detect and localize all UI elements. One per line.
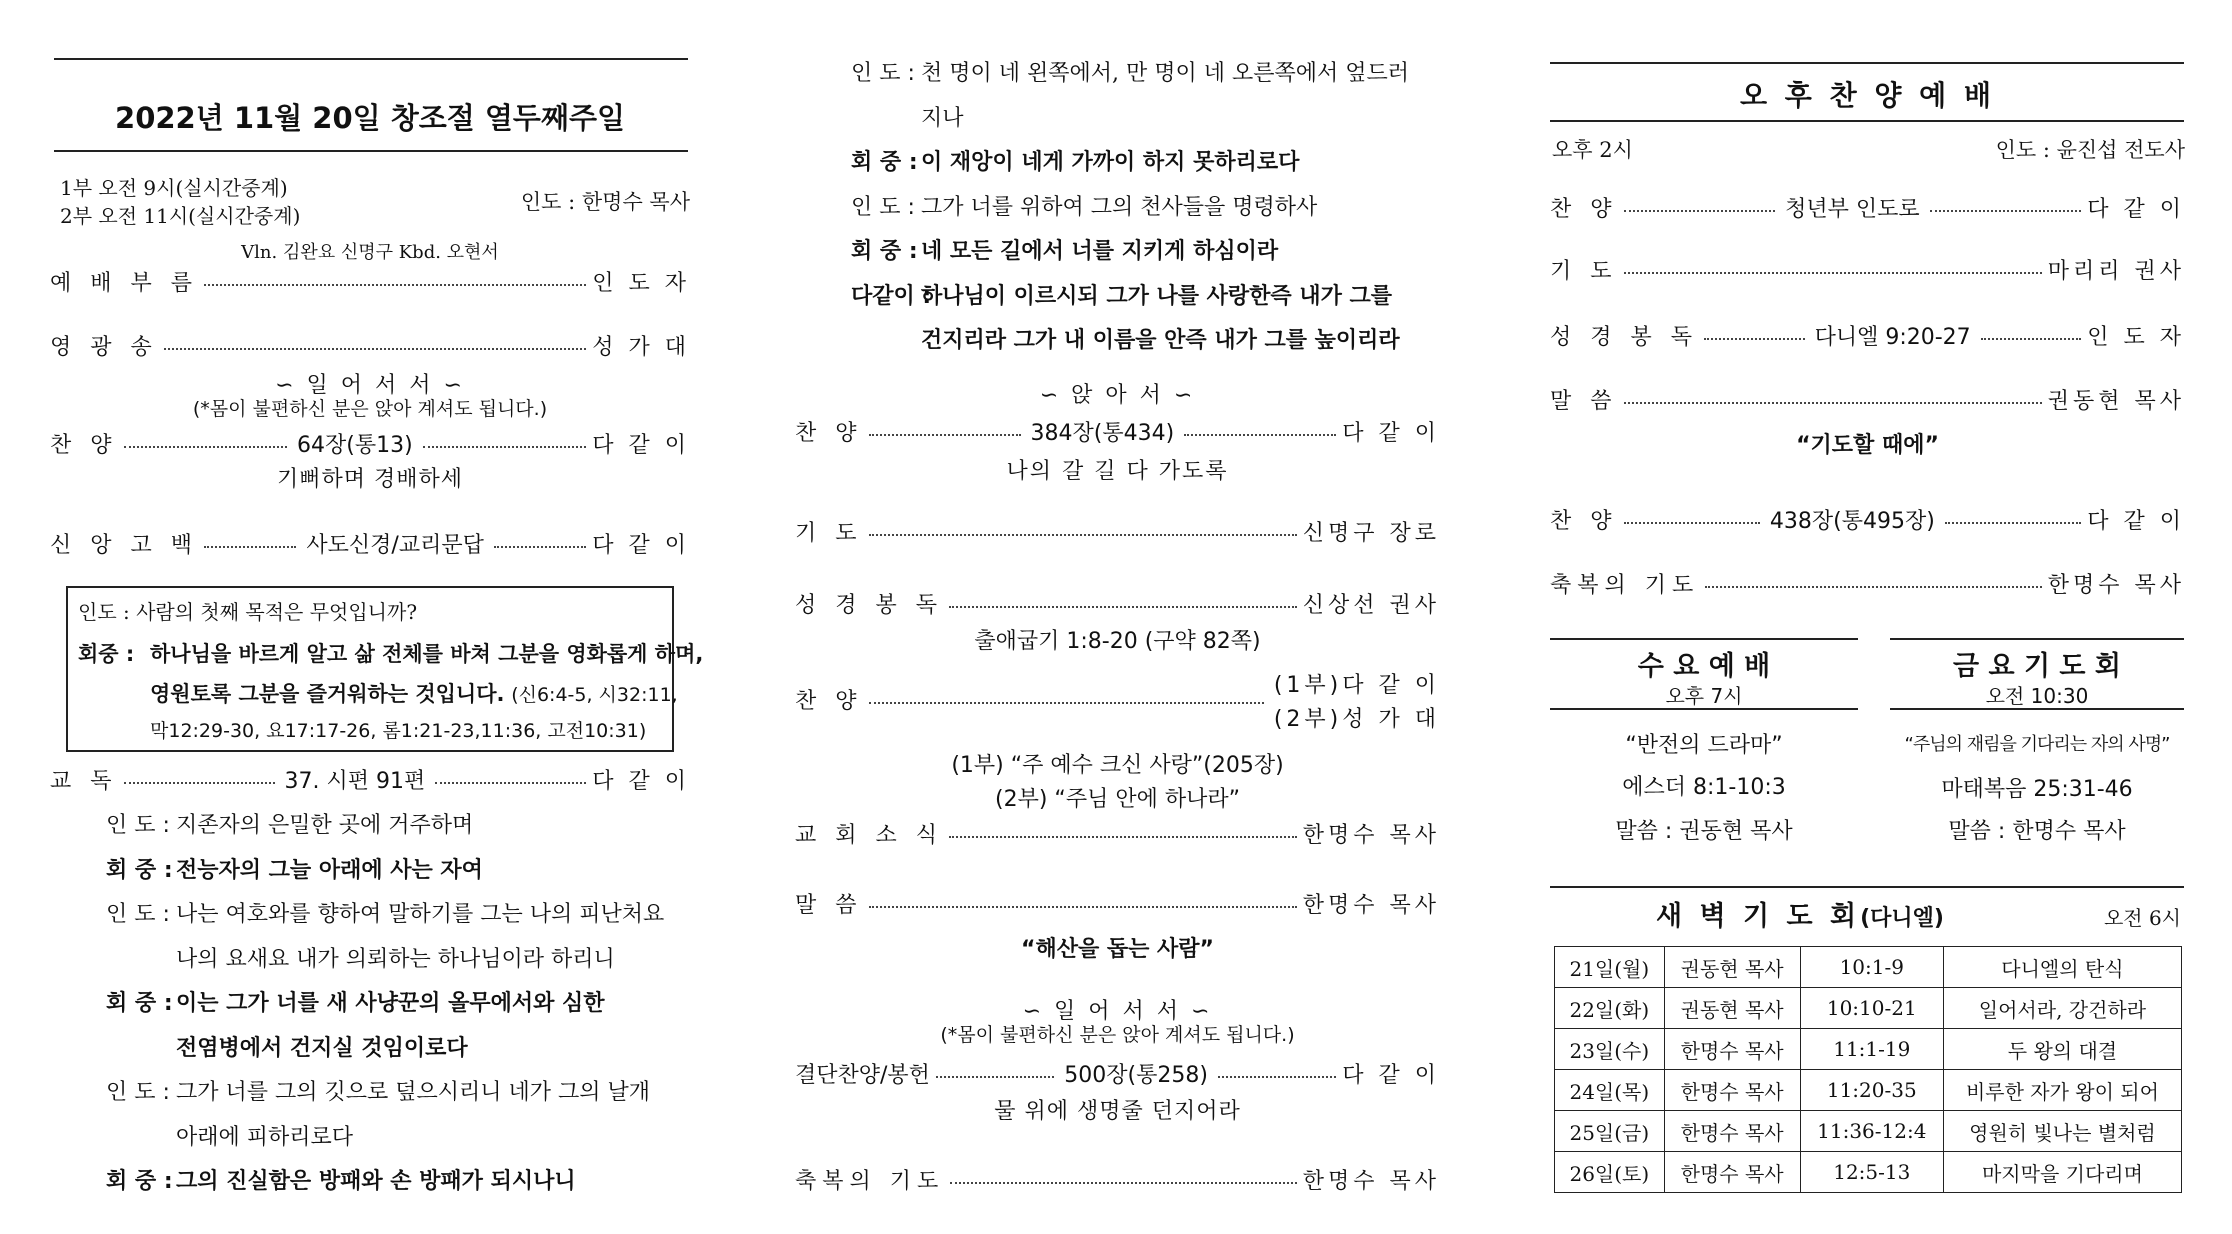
title-rule	[54, 150, 688, 152]
table-row	[1555, 1111, 2182, 1152]
leader-dots	[1704, 338, 1805, 340]
preacher-cell: 한명수 목사	[1664, 1111, 1800, 1152]
item-label: 성 경 봉 독	[795, 592, 943, 618]
afternoon-time: 오후 2시	[1552, 138, 1633, 162]
scripture-passage: 다니엘 9:20-27	[1814, 324, 1971, 350]
leader-dots	[1624, 272, 2042, 274]
top-rule	[54, 58, 688, 60]
item-label: 찬 양	[795, 420, 863, 446]
praise-leader: 청년부 인도로	[1785, 196, 1920, 222]
reading-speaker: 회 중 :	[851, 239, 918, 264]
creed-text: 사도신경/교리문답	[306, 532, 484, 558]
catechism-box	[66, 586, 704, 752]
preacher-cell: 권동현 목사	[1664, 947, 1800, 988]
afternoon-prayer	[1550, 252, 2185, 286]
item-label: 말 씀	[795, 892, 863, 918]
item-label: 신 앙 고 백	[50, 532, 198, 558]
item-person: 마리리 권사	[2047, 258, 2185, 284]
order-sermon	[795, 886, 1440, 920]
reading-line: 하나님이 이르시되 그가 나를 사랑한즉 내가 그를	[921, 283, 1392, 309]
dawn-schedule-table	[1554, 946, 2182, 1193]
leader-dots	[1945, 522, 2081, 524]
stand-note: (*몸이 불편하신 분은 앉아 계셔도 됩니다.)	[192, 398, 548, 420]
day-cell: 22일(화)	[1555, 988, 1665, 1029]
passage-cell: 12:5-13	[1800, 1152, 1943, 1193]
passage-cell: 11:20-35	[1800, 1070, 1943, 1111]
scripture-passage: 출애굽기 1:8-20 (구약 82쪽)	[974, 629, 1261, 654]
leader-dots	[124, 446, 288, 448]
order-closing-hymn	[795, 1056, 1440, 1090]
reading-line: 나의 요새요 내가 의뢰하는 하나님이라 하리니	[176, 946, 615, 972]
leader-dots	[124, 782, 275, 784]
leader-dots	[936, 1076, 1054, 1078]
item-person: 인 도 자	[592, 270, 690, 296]
item-person: 다 같 이	[2087, 508, 2185, 534]
reading-line: 그의 진실함은 방패와 손 방패가 되시나니	[176, 1169, 576, 1194]
topic-cell: 다니엘의 탄식	[1943, 947, 2181, 988]
reading-line: 이 재앙이 네게 가까이 하지 못하리로다	[921, 150, 1300, 175]
preacher-cell: 한명수 목사	[1664, 1152, 1800, 1193]
hymn-number: 64장(통13)	[297, 432, 413, 458]
order-call-to-worship	[50, 264, 690, 298]
leader-dots	[1705, 586, 2041, 588]
item-label: 결단찬양/봉헌	[795, 1062, 930, 1088]
afternoon-hymn	[1550, 502, 2185, 536]
order-gloria	[50, 328, 690, 362]
wednesday-time: 오후 7시	[1665, 684, 1743, 708]
top-rule	[1550, 62, 2184, 64]
leader-dots	[1218, 1076, 1336, 1078]
leader-dots	[1624, 522, 1760, 524]
leader-dots	[494, 546, 586, 548]
day-cell: 21일(월)	[1555, 947, 1665, 988]
item-label: 축복의 기도	[795, 1168, 945, 1194]
item-person: 다 같 이	[2087, 196, 2186, 222]
musicians: Vln. 김완요 신명구 Kbd. 오현서	[241, 242, 499, 263]
leader-dots	[1624, 210, 1776, 212]
dawn-title: 새 벽 기 도 회	[1656, 901, 1861, 932]
reading-line: 전능자의 그늘 아래에 사는 자여	[176, 857, 483, 883]
day-cell: 24일(목)	[1555, 1070, 1665, 1111]
day-cell: 25일(금)	[1555, 1111, 1665, 1152]
service-leader: 인도 : 한명수 목사	[520, 190, 690, 214]
item-label: 영 광 송	[50, 334, 158, 360]
item-person: 성 가 대	[592, 334, 690, 360]
hymn-title: 나의 갈 길 다 가도록	[1006, 459, 1229, 484]
reading-speaker: 회 중 :	[106, 857, 173, 883]
afternoon-sermon-title: “기도할 때에”	[1796, 433, 1939, 458]
afternoon-praise	[1550, 190, 2185, 224]
service-time-1: 1부 오전 9시(실시간중계)	[60, 176, 288, 200]
item-person: 한명수 목사	[1302, 822, 1440, 848]
catechism-question: 인도 : 사람의 첫째 목적은 무엇입니까?	[78, 600, 418, 624]
day-cell: 26일(토)	[1555, 1152, 1665, 1193]
reading-speaker: 인 도 :	[851, 194, 915, 220]
item-person: 한명수 목사	[1302, 892, 1440, 918]
catechism-answer-prefix: 회중 :	[78, 642, 135, 666]
anthem-title-2: (2부) “주님 안에 하나라”	[995, 787, 1240, 812]
reading-line: 아래에 피하리로다	[176, 1124, 354, 1150]
item-label: 찬 양	[1550, 196, 1618, 222]
catechism-answer-line1: 하나님을 바르게 알고 삶 전체를 바쳐 그분을 영화롭게 하며,	[150, 642, 704, 666]
order-hymn	[50, 426, 690, 460]
topic-cell: 일어서라, 강건하라	[1943, 988, 2181, 1029]
item-label: 말 씀	[1550, 388, 1618, 414]
reading-line: 나는 여호와를 향하여 말하기를 그는 나의 피난처요	[176, 902, 665, 927]
afternoon-sermon	[1550, 382, 2185, 416]
leader-dots	[1624, 402, 2042, 404]
order-hymn-2	[795, 414, 1440, 448]
stand-note: (*몸이 불편하신 분은 앉아 계셔도 됩니다.)	[940, 1024, 1295, 1046]
sermon-title: “해산을 돕는 사람”	[1020, 937, 1214, 962]
order-prayer	[795, 514, 1440, 548]
column-sunday-service-continued	[795, 0, 1440, 1234]
reading-line: 네 모든 길에서 너를 지키게 하심이라	[921, 239, 1279, 264]
column-sunday-service	[50, 0, 704, 1234]
reading-speaker: 회 중 :	[106, 1169, 173, 1194]
reading-line: 그가 너를 그의 깃으로 덮으시리니 네가 그의 날개	[176, 1080, 650, 1105]
leader-dots	[204, 546, 296, 548]
friday-title: 금 요 기 도 회	[1952, 651, 2121, 682]
reading-psalm: 37. 시편 91편	[284, 768, 426, 794]
item-label: 찬 양	[50, 432, 118, 458]
table-row	[1555, 988, 2182, 1029]
hymn-title: 기뻐하며 경배하세	[276, 467, 463, 492]
catechism-ref-1: (신6:4-5, 시32:11,	[511, 684, 678, 706]
service-time-2: 2부 오전 11시(실시간중계)	[60, 204, 301, 228]
item-person: 다 같 이	[592, 768, 691, 794]
reading-speaker: 인 도 :	[851, 61, 915, 86]
leader-dots	[1930, 210, 2082, 212]
dawn-time: 오전 6시	[2103, 906, 2181, 930]
anthem-title-1: (1부) “주 예수 크신 사랑”(205장)	[951, 753, 1284, 778]
item-person: 한명수 목사	[2047, 572, 2185, 598]
hymn-number: 438장(통495장)	[1769, 508, 1935, 534]
item-label: 기 도	[795, 520, 863, 546]
reading-speaker: 인 도 :	[106, 902, 170, 927]
afternoon-benediction	[1550, 566, 2185, 600]
leader-dots	[869, 534, 1297, 536]
afternoon-scripture	[1550, 318, 2185, 352]
item-label: 예 배 부 름	[50, 270, 198, 296]
item-person: 권동현 목사	[2047, 388, 2185, 414]
hymn-number: 384장(통434)	[1030, 420, 1175, 446]
item-person: 인 도 자	[2087, 324, 2185, 350]
friday-time: 오전 10:30	[1985, 684, 2089, 708]
item-person: 신명구 장로	[1302, 520, 1440, 546]
leader-dots	[423, 446, 587, 448]
sit-instruction: ∽ 앉 아 서 ∽	[1039, 383, 1196, 408]
item-label: 축복의 기도	[1550, 572, 1700, 598]
catechism-answer-line2: 영원토록 그분을 즐거워하는 것입니다.	[150, 682, 505, 706]
reading-speaker: 회 중 :	[106, 991, 173, 1016]
reading-speaker: 인 도 :	[106, 1080, 170, 1105]
friday-passage: 마태복음 25:31-46	[1941, 777, 2133, 802]
table-row	[1555, 1152, 2182, 1193]
topic-cell: 두 왕의 대결	[1943, 1029, 2181, 1070]
preacher-cell: 한명수 목사	[1664, 1029, 1800, 1070]
leader-dots	[435, 782, 586, 784]
table-row	[1555, 947, 2182, 988]
reading-line: 지나	[921, 105, 964, 131]
reading-line: 천 명이 네 왼쪽에서, 만 명이 네 오른쪽에서 엎드러	[921, 61, 1409, 86]
wednesday-sermon-title: “반전의 드라마”	[1625, 733, 1783, 758]
leader-dots	[164, 348, 587, 350]
passage-cell: 10:1-9	[1800, 947, 1943, 988]
item-person: 다 같 이	[1342, 1062, 1440, 1088]
item-person: 다 같 이	[1342, 420, 1440, 446]
reading-speaker: 인 도 :	[106, 813, 170, 838]
order-responsive-reading	[50, 762, 690, 796]
item-person: 다 같 이	[592, 532, 690, 558]
wednesday-preacher: 말씀 : 권동현 목사	[1615, 819, 1793, 844]
reading-line: 지존자의 은밀한 곳에 거주하며	[176, 813, 474, 838]
preacher-cell: 한명수 목사	[1664, 1070, 1800, 1111]
passage-cell: 11:36-12:4	[1800, 1111, 1943, 1152]
friday-sermon-title: “주님의 재림을 기다리는 자의 사명”	[1904, 734, 2170, 755]
item-label: 찬 양	[1550, 508, 1618, 534]
leader-dots	[1184, 434, 1336, 436]
leader-dots	[949, 606, 1297, 608]
wednesday-passage: 에스더 8:1-10:3	[1622, 775, 1786, 800]
item-person: 신상선 권사	[1302, 592, 1440, 618]
wednesday-title: 수 요 예 배	[1637, 651, 1771, 682]
anthem-performer-1: (1부)다 같 이	[1273, 673, 1440, 698]
column-other-services	[1550, 0, 2185, 1234]
friday-preacher: 말씀 : 한명수 목사	[1948, 819, 2126, 844]
order-scripture	[795, 586, 1440, 620]
leader-dots	[950, 1182, 1296, 1184]
item-person: 한명수 목사	[1302, 1168, 1440, 1194]
item-label: 교 회 소 식	[795, 822, 943, 848]
leader-dots	[1981, 338, 2082, 340]
item-label: 성 경 봉 독	[1550, 324, 1698, 350]
passage-cell: 11:1-19	[1800, 1029, 1943, 1070]
stand-instruction: ∽ 일 어 서 서 ∽	[275, 373, 465, 398]
leader-dots	[204, 284, 586, 286]
leader-dots	[869, 906, 1297, 908]
item-label: 찬 양	[795, 688, 863, 714]
table-row	[1555, 1070, 2182, 1111]
leader-dots	[949, 836, 1297, 838]
item-label: 교 독	[50, 768, 118, 794]
reading-line: 전염병에서 건지실 것임이로다	[176, 1035, 468, 1061]
afternoon-leader: 인도 : 윤진섭 전도사	[1995, 138, 2185, 162]
catechism-ref-2: 막12:29-30, 요17:17-26, 롬1:21-23,11:36, 고전10:31)	[150, 720, 647, 742]
page-title: 2022년 11월 20일 창조절 열두째주일	[115, 101, 625, 135]
day-cell: 23일(수)	[1555, 1029, 1665, 1070]
reading-line: 그가 너를 위하여 그의 천사들을 명령하사	[921, 194, 1318, 220]
order-creed	[50, 526, 690, 560]
item-label: 기 도	[1550, 258, 1618, 284]
afternoon-service-title: 오 후 찬 양 예 배	[1739, 79, 1996, 112]
order-benediction	[795, 1162, 1440, 1196]
title-rule	[1550, 120, 2184, 122]
reading-line: 건지리라 그가 내 이름을 안즉 내가 그를 높이리라	[921, 328, 1400, 353]
reading-speaker: 다같이 :	[851, 283, 932, 309]
topic-cell: 마지막을 기다리며	[1943, 1152, 2181, 1193]
order-announcements	[795, 816, 1440, 850]
leader-dots	[869, 702, 1265, 704]
stand-instruction: ∽ 일 어 서 서 ∽	[1022, 999, 1213, 1024]
closing-hymn-title: 물 위에 생명줄 던지어라	[994, 1099, 1241, 1124]
dawn-subtitle: (다니엘)	[1860, 906, 1944, 931]
item-person: 다 같 이	[592, 432, 691, 458]
passage-cell: 10:10-21	[1800, 988, 1943, 1029]
leader-dots	[869, 434, 1021, 436]
topic-cell: 영원히 빛나는 별처럼	[1943, 1111, 2181, 1152]
reading-line: 이는 그가 너를 새 사냥꾼의 올무에서와 심한	[176, 991, 605, 1016]
anthem-performer-2: (2부)성 가 대	[1273, 707, 1440, 732]
reading-speaker: 회 중 :	[851, 150, 918, 175]
topic-cell: 비루한 자가 왕이 되어	[1943, 1070, 2181, 1111]
preacher-cell: 권동현 목사	[1664, 988, 1800, 1029]
hymn-number: 500장(통258)	[1064, 1062, 1208, 1088]
table-row	[1555, 1029, 2182, 1070]
